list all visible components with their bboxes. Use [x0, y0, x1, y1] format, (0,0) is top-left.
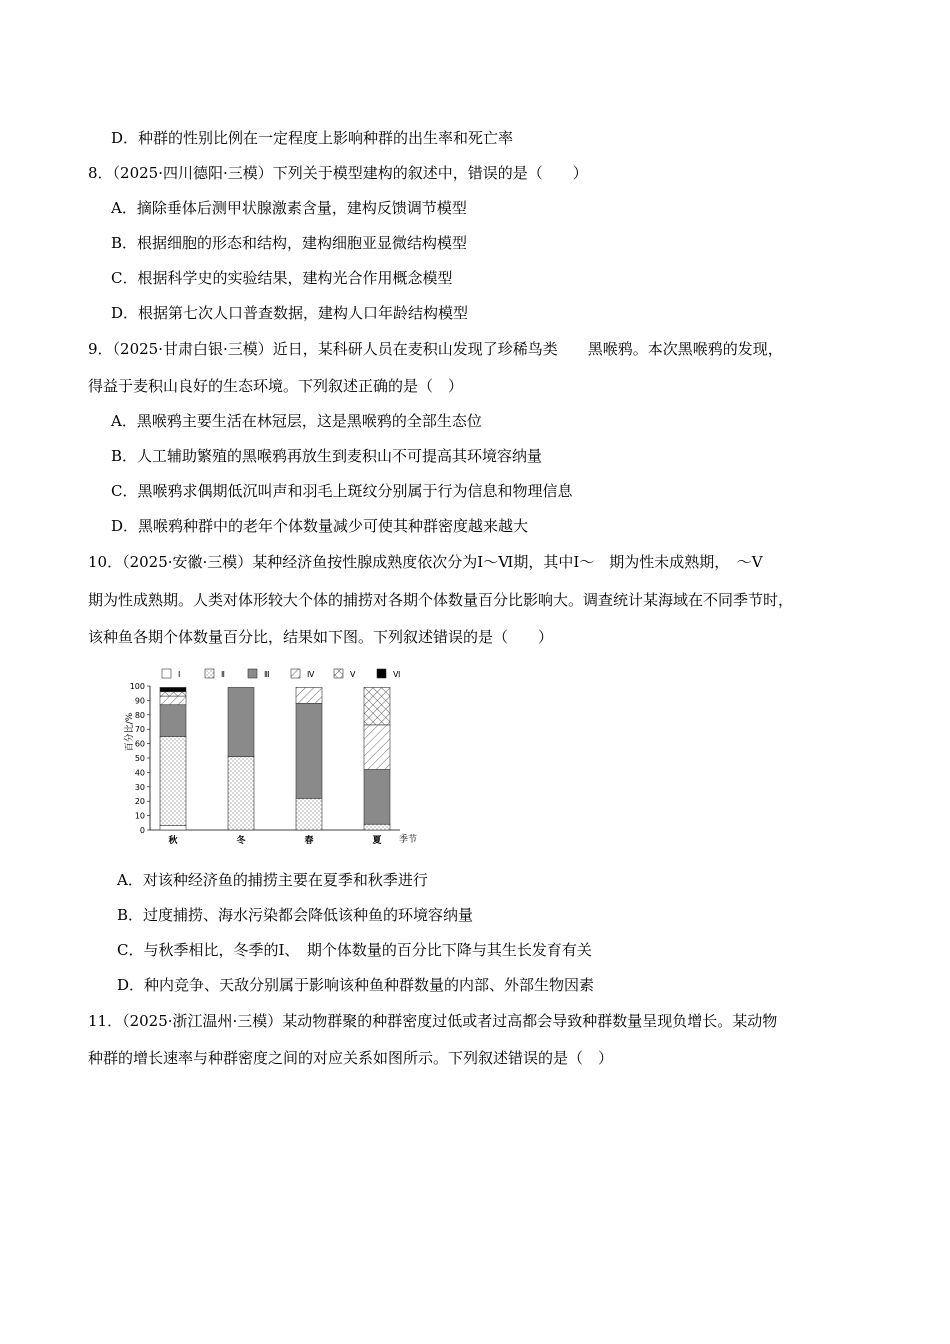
- x-tick-label: 冬: [236, 836, 246, 846]
- q8-option-a: A．摘除垂体后测甲状腺激素含量，建构反馈调节模型: [111, 199, 467, 217]
- q10-option-b: B．过度捕捞、海水污染都会降低该种鱼的环境容纳量: [117, 906, 474, 924]
- question-9-stem: 9．（2025·甘肃白银·三模）近日，某科研人员在麦积山发现了珍稀鸟类 黑喉鸦。本次黑喉鸦的发现，: [88, 340, 783, 358]
- y-tick-label: 40: [134, 768, 145, 778]
- question-9-stem-cont: 得益于麦积山良好的生态环境。下列叙述正确的是（ ）: [88, 377, 464, 395]
- y-tick-label: 70: [134, 725, 145, 735]
- bar-segment: [228, 757, 254, 830]
- legend-label: Ⅰ: [178, 670, 181, 679]
- bar-segment: [364, 725, 390, 770]
- x-tick-label: 春: [304, 836, 314, 846]
- legend-swatch: [205, 669, 214, 678]
- bar-segment: [364, 770, 390, 825]
- y-tick-label: 60: [134, 739, 145, 749]
- legend-label: Ⅴ: [350, 670, 356, 679]
- y-tick-label: 20: [134, 797, 145, 807]
- q10-option-a: A．对该种经济鱼的捕捞主要在夏季和秋季进行: [117, 871, 428, 889]
- y-tick-label: 0: [139, 826, 145, 835]
- question-11-stem: 11．（2025·浙江温州·三模）某动物群聚的种群密度过低或者过高都会导致种群数量呈现负增长。某动物: [88, 1012, 778, 1030]
- chart-legend: [162, 669, 400, 679]
- stacked-bar-chart: [110, 662, 440, 852]
- x-axis-label: 季节: [398, 835, 418, 845]
- bar-segment: [160, 826, 186, 830]
- q9-option-a: A．黑喉鸦主要生活在林冠层，这是黑喉鸦的全部生态位: [111, 412, 482, 430]
- question-10-stem-cont2: 该种鱼各期个体数量百分比，结果如下图。下列叙述错误的是（ ）: [88, 628, 554, 646]
- bar-segment: [296, 687, 322, 703]
- bar-segment: [160, 696, 186, 705]
- legend-swatch: [377, 669, 386, 678]
- legend-label: Ⅲ: [264, 670, 270, 679]
- bar-segment: [364, 687, 390, 724]
- q7-option-d: D．种群的性别比例在一定程度上影响种群的出生率和死亡率: [111, 129, 514, 147]
- bar-segment: [160, 705, 186, 737]
- y-tick-label: 90: [134, 696, 145, 706]
- legend-swatch: [334, 669, 343, 678]
- bar-segment: [160, 736, 186, 825]
- y-tick-label: 100: [129, 682, 145, 691]
- q10-option-d: D．种内竞争、天敌分别属于影响该种鱼种群数量的内部、外部生物因素: [117, 976, 595, 994]
- y-tick-label: 30: [134, 782, 145, 792]
- y-tick-label: 80: [134, 710, 145, 720]
- bar-segment: [160, 692, 186, 696]
- y-axis-label: 百分比/%: [125, 712, 135, 752]
- legend-swatch: [291, 669, 300, 678]
- legend-swatch: [162, 669, 171, 678]
- question-11-stem-cont: 种群的增长速率与种群密度之间的对应关系如图所示。下列叙述错误的是（ ）: [88, 1049, 614, 1067]
- x-tick-label: 秋: [168, 836, 178, 846]
- bar-segment: [160, 687, 186, 691]
- q9-option-d: D．黑喉鸦种群中的老年个体数量减少可使其种群密度越来越大: [111, 517, 529, 535]
- q8-option-c: C．根据科学史的实验结果，建构光合作用概念模型: [111, 269, 453, 287]
- q10-option-c: C．与秋季相比，冬季的Ⅰ、 期个体数量的百分比下降与其生长发育有关: [117, 941, 592, 959]
- bar-segment: [228, 687, 254, 756]
- legend-swatch: [248, 669, 257, 678]
- legend-label: Ⅱ: [221, 670, 225, 679]
- question-10-stem-cont: 期为性成熟期。人类对体形较大个体的捕捞对各期个体数量百分比影响大。调查统计某海域在不同季节时，: [88, 591, 794, 609]
- chart-bars: [160, 687, 390, 846]
- q9-option-c: C．黑喉鸦求偶期低沉叫声和羽毛上斑纹分别属于行为信息和物理信息: [111, 482, 573, 500]
- x-tick-label: 夏: [372, 836, 382, 846]
- y-tick-label: 50: [134, 754, 145, 763]
- bar-segment: [364, 824, 390, 830]
- bar-segment: [296, 798, 322, 830]
- legend-label: Ⅳ: [307, 670, 315, 679]
- legend-label: Ⅵ: [393, 670, 401, 679]
- q8-option-b: B．根据细胞的形态和结构，建构细胞亚显微结构模型: [111, 234, 468, 252]
- question-8-stem: 8．（2025·四川德阳·三模）下列关于模型建构的叙述中，错误的是（ ）: [88, 164, 588, 182]
- question-10-stem: 10．（2025·安徽·三模）某种经济鱼按性腺成熟度依次分为Ⅰ～Ⅵ期，其中Ⅰ～ 期为性未成熟期， ～Ⅴ: [88, 553, 763, 571]
- y-tick-label: 10: [134, 811, 145, 821]
- q9-option-b: B．人工辅助繁殖的黑喉鸦再放生到麦积山不可提高其环境容纳量: [111, 447, 543, 465]
- bar-segment: [296, 703, 322, 798]
- q8-option-d: D．根据第七次人口普查数据，建构人口年龄结构模型: [111, 304, 469, 322]
